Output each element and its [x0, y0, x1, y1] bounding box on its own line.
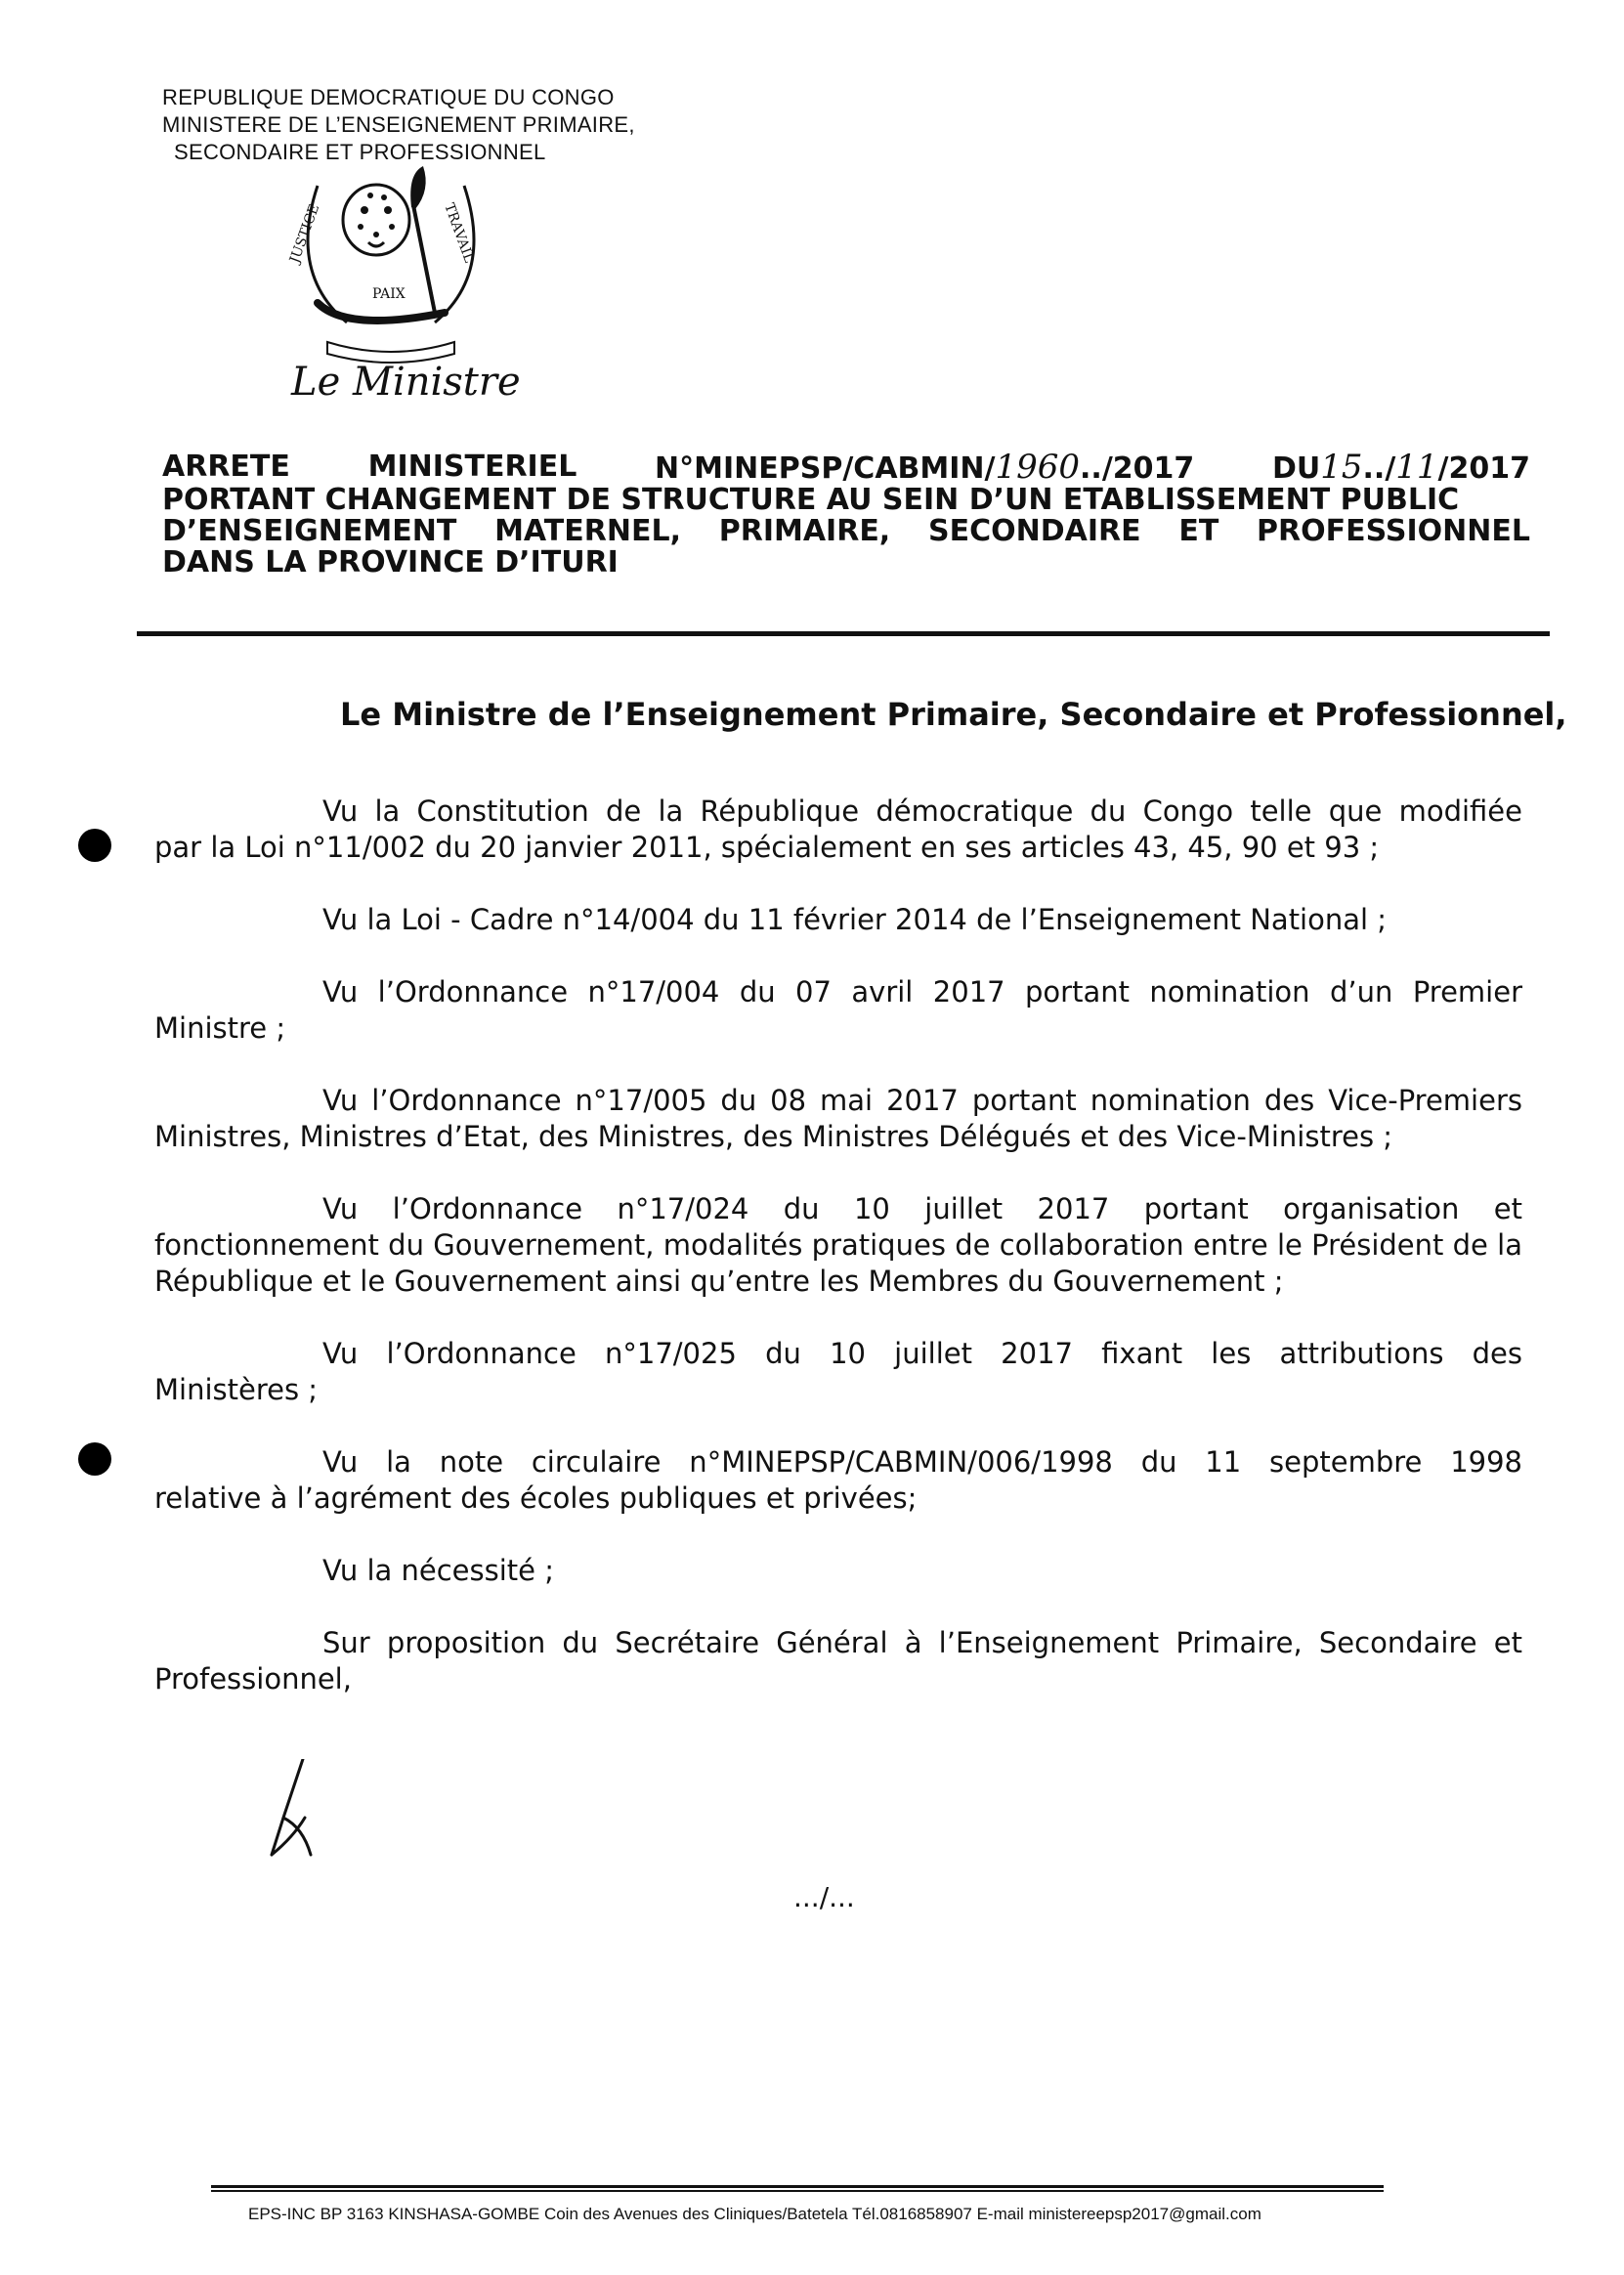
header-line-ministry-cont: SECONDAIRE ET PROFESSIONNEL	[174, 140, 546, 164]
svg-text:TRAVAIL: TRAVAIL	[441, 200, 477, 265]
preamble-paragraph: Vu la Loi - Cadre n°14/004 du 11 février 2014 de l’Enseignement National ;	[322, 903, 1388, 936]
decree-number-line	[162, 448, 1530, 487]
handwritten-day: 15	[1320, 448, 1363, 487]
decree-province-line: DANS LA PROVINCE D’ITURI	[162, 545, 619, 579]
decree-date: DU15../11/2017	[1272, 448, 1530, 487]
minister-signature-title: Le Ministre	[291, 360, 521, 405]
header-line-ministry: MINISTERE DE L’ENSEIGNEMENT PRIMAIRE,	[162, 112, 635, 137]
title-word: ARRETE	[162, 450, 290, 484]
handwritten-initial-icon	[264, 1759, 322, 1857]
punch-hole-icon	[78, 1442, 111, 1476]
decree-title	[162, 448, 1530, 579]
header-line-country: REPUBLIQUE DEMOCRATIQUE DU CONGO	[162, 85, 615, 109]
punch-hole-icon	[78, 829, 111, 862]
congo-coat-of-arms-icon	[278, 166, 503, 371]
handwritten-month: 11	[1395, 448, 1438, 487]
page-continuation-marker: .../...	[793, 1881, 855, 1913]
title-divider	[137, 631, 1550, 636]
decree-subject-line: D’ENSEIGNEMENT MATERNEL, PRIMAIRE, SECONDAIRE ET PROFESSIONNEL	[162, 514, 1530, 548]
preamble-paragraph: Vu la note circulaire n°MINEPSP/CABMIN/006/1998 du 11 septembre 1998 relative à l’agrément des écoles publiques et privées;	[154, 1445, 1522, 1515]
svg-text:PAIX: PAIX	[372, 286, 406, 302]
minister-heading: Le Ministre de l’Enseignement Primaire, Secondaire et Professionnel,	[340, 696, 1567, 733]
preamble-paragraph: Vu l’Ordonnance n°17/024 du 10 juillet 2017 portant organisation et fonctionnement du Gouvernement, modalités pratiques de collaboration entre le Président de la République et le Gouvernement ainsi qu’entre les Membres du Gouvernement ;	[154, 1192, 1522, 1298]
preamble-paragraph: Vu l’Ordonnance n°17/025 du 10 juillet 2017 fixant les attributions des Ministères ;	[154, 1337, 1522, 1406]
preamble-paragraph: Vu la Constitution de la République démocratique du Congo telle que modifiée par la Loi n°11/002 du 20 janvier 2011, spécialement en ses articles 43, 45, 90 et 93 ;	[154, 794, 1522, 864]
decree-reference: N°MINEPSP/CABMIN/1960../2017	[655, 448, 1195, 487]
preamble-paragraph: Vu l’Ordonnance n°17/005 du 08 mai 2017 portant nomination des Vice-Premiers Ministres, Ministres d’Etat, des Ministres, des Ministres Délégués et des Vice-Ministres ;	[154, 1084, 1522, 1153]
footer-divider	[211, 2190, 1384, 2192]
issuing-authority	[162, 84, 635, 166]
footer-divider	[211, 2185, 1384, 2188]
preamble-paragraph: Vu la nécessité ;	[322, 1554, 554, 1587]
preamble-paragraph: Sur proposition du Secrétaire Général à l’Enseignement Primaire, Secondaire et Professionnel,	[154, 1626, 1522, 1696]
preamble	[154, 794, 1522, 1734]
svg-text:JUSTICE: JUSTICE	[286, 201, 323, 266]
decree-subject-line: PORTANT CHANGEMENT DE STRUCTURE AU SEIN D’UN ETABLISSEMENT PUBLIC	[162, 483, 1460, 517]
title-word: MINISTERIEL	[367, 450, 577, 484]
preamble-paragraph: Vu l’Ordonnance n°17/004 du 07 avril 2017 portant nomination d’un Premier Ministre ;	[154, 975, 1522, 1045]
handwritten-decree-number: 1960	[995, 448, 1081, 487]
footer-contact: EPS-INC BP 3163 KINSHASA-GOMBE Coin des Avenues des Cliniques/Batetela Tél.0816858907 E-mail ministereepsp2017@gmail.com	[248, 2205, 1261, 2223]
